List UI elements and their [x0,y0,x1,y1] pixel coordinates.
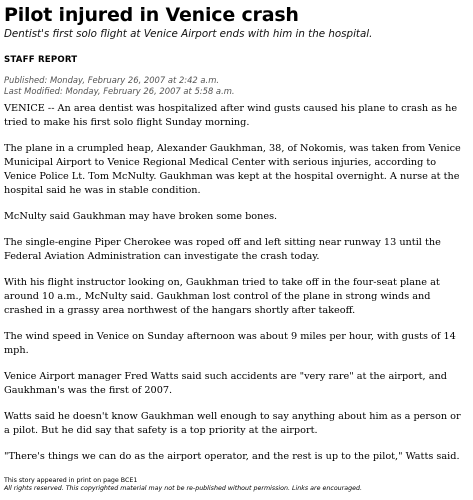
paragraph: The wind speed in Venice on Sunday afternoon was about 9 miles per hour, with gusts of 14 mph. [4,331,456,356]
article-body [4,102,466,464]
paragraph: "There's things we can do as the airport operator, and the rest is up to the pilot," Watts said. [4,451,460,462]
paragraph: With his flight instructor looking on, Gaukhman tried to take off in the four-seat plane at around 10 a.m., McNulty said. Gaukhman lost control of the plane in strong winds and crashed in a grassy area northwest of the hangars shortly after takeoff. [4,277,440,316]
paragraph: The single-engine Piper Cherokee was roped off and left sitting near runway 13 until the Federal Aviation Administration can investigate the crash today. [4,237,441,262]
article [4,4,466,476]
page-footer [4,477,466,493]
paragraph: Venice Airport manager Fred Watts said such accidents are "very rare" at the airport, and Gaukhman's was the first of 2007. [4,371,447,396]
paragraph: VENICE -- An area dentist was hospitalized after wind gusts caused his plane to crash as he tried to make his first solo flight Sunday morning. [4,103,458,128]
last-modified-date: Last Modified: Monday, February 26, 2007 at 5:58 a.m. [4,85,235,96]
paragraph: Watts said he doesn't know Gaukhman well enough to say anything about him as a person or a pilot. But he did say that safety is a top priority at the airport. [4,411,461,436]
paragraph: The plane in a crumpled heap, Alexander Gaukhman, 38, of Nokomis, was taken from Venice Municipal Airport to Venice Regional Medical Center with serious injuries, according to Venice Police Lt. Tom McNulty. Gaukhman was kept at the hospital overnight. A nurse at the hospital said he was in stable condition. [4,143,461,196]
print-note: This story appeared in print on page BCE1 [4,477,138,484]
published-date: Published: Monday, February 26, 2007 at 2:42 a.m. [4,75,220,85]
byline: STAFF REPORT [4,55,78,65]
headline: Pilot injured in Venice crash [4,4,299,26]
rights-notice: All rights reserved. This copyrighted material may not be re-published without permission. Links are encouraged. [4,485,362,492]
subheadline: Dentist's first solo flight at Venice Airport ends with him in the hospital. [4,28,373,40]
paragraph: McNulty said Gaukhman may have broken some bones. [4,211,278,222]
article-dates [4,75,466,96]
